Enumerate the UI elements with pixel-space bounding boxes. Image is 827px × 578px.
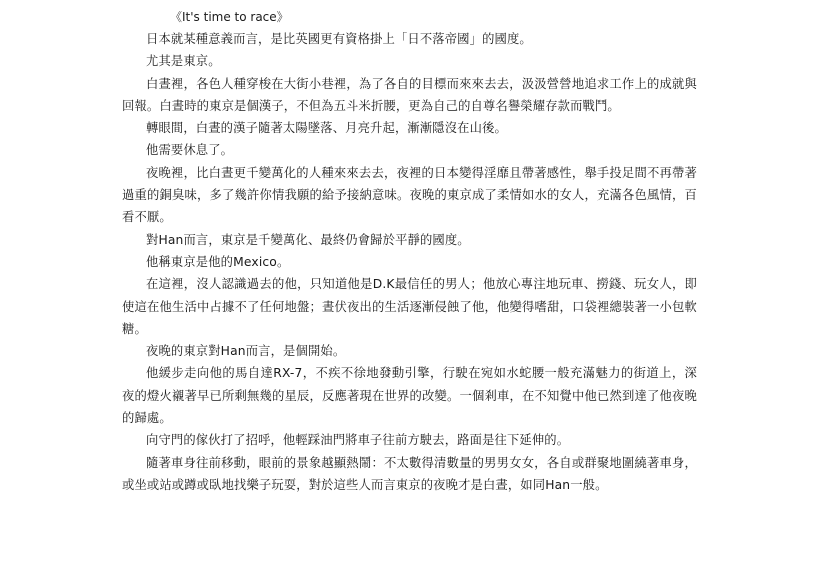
- document-title: 《It's time to race》: [170, 10, 289, 24]
- paragraph: 對Han而言，東京是千變萬化、最終仍會歸於平靜的國度。: [146, 232, 470, 247]
- paragraph: 他緩步走向他的馬自達RX-7，不疾不徐地發動引擎，行駛在宛如水蛇腰一般充滿魅力的街道上，深夜的燈火襯著早已所剩無幾的星辰，反應著現在世界的改變。一個剎車，在不知覺中他已然到達了他夜晚的歸處。: [122, 366, 697, 426]
- document-page: [122, 6, 697, 496]
- paragraph: 他需要休息了。: [146, 143, 234, 158]
- paragraph: 在這裡，沒人認識過去的他，只知道他是D.K最信任的男人；他放心專注地玩車、撈錢、玩女人，即使這在他生活中占據不了任何地盤；晝伏夜出的生活逐漸侵蝕了他，他變得嗜甜，口袋裡總裝著一小包軟糖。: [122, 277, 697, 336]
- paragraph: 尤其是東京。: [146, 54, 221, 69]
- paragraph: 隨著車身往前移動，眼前的景象越顯熱鬧：不太數得清數量的男男女女，各自或群聚地圍繞著車身，或坐或站或蹲或臥地找樂子玩耍，對於這些人而言東京的夜晚才是白晝，如同Han一般。: [122, 455, 697, 492]
- paragraph: 他稱東京是他的Mexico。: [146, 254, 290, 269]
- paragraph: 日本就某種意義而言，是比英國更有資格掛上「日不落帝國」的國度。: [146, 32, 532, 46]
- paragraph: 白晝裡，各色人種穿梭在大街小巷裡，為了各自的目標而來來去去，汲汲營營地追求工作上的成就與回報。白晝時的東京是個漢子，不但為五斗米折腰，更為自己的自尊名譽榮耀存款而戰鬥。: [122, 76, 697, 113]
- paragraph: 轉眼間，白晝的漢子隨著太陽墜落、月亮升起，漸漸隱沒在山後。: [146, 121, 507, 136]
- paragraph: 夜晚裡，比白晝更千變萬化的人種來來去去，夜裡的日本變得淫靡且帶著感性，舉手投足間不再帶著過重的銅臭味，多了幾許你情我願的給予接納意味。夜晚的東京成了柔情如水的女人，充滿各色風情，百看不厭。: [122, 165, 697, 225]
- paragraph: 向守門的傢伙打了招呼，他輕踩油門將車子往前方駛去，路面是往下延伸的。: [146, 433, 570, 448]
- paragraph: 夜晚的東京對Han而言，是個開始。: [146, 344, 346, 359]
